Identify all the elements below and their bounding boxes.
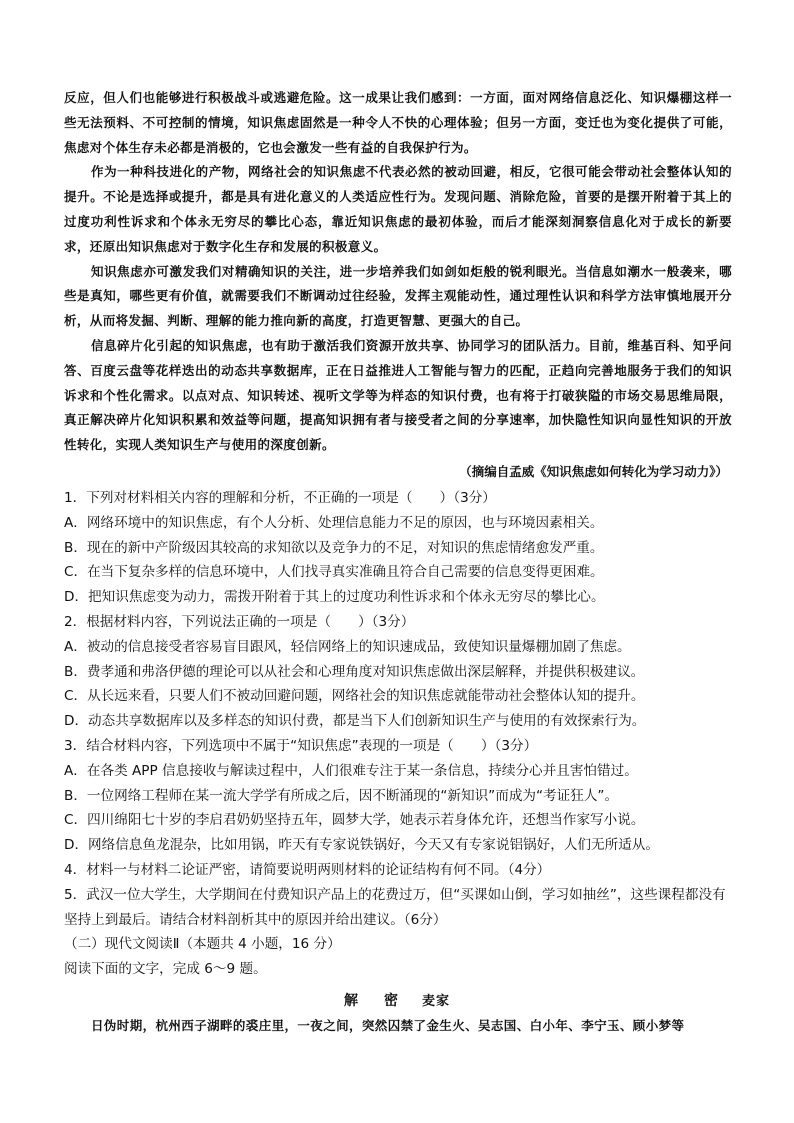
passage-paragraph-4: 信息碎片化引起的知识焦虑，也有助于激活我们资源开放共享、协同学习的团队活力。目前，维基百科、知乎问答、百度云盘等花样迭出的动态共享数据库，正在日益推进人工智能与智力的匹配，正趋向完善地服务于我们的知识诉求和个性化需求。以点对点、知识转述、视听文学等为样态的知识付费，也有将于打破狭隘的市场交易思维局限，真正解决碎片化知识积累和效益等问题，提高知识拥有者与接受者之间的分享速率，加快隐性知识向显性知识的开放性转化，实现人类知识生产与使用的深度创新。 [64,337,732,453]
question-2-option-a: A．被动的信息接受者容易盲目跟风，轻信网络上的知识速成品，致使知识量爆棚加剧了焦虑。 [64,638,631,655]
question-3-option-a: A．在各类 APP 信息接收与解读过程中，人们很难专注于某一条信息，持续分心并且害怕错过。 [64,762,638,779]
section-heading: （二）现代文阅读Ⅱ（本题共 4 小题，16 分） [64,936,341,953]
question-5: 5．武汉一位大学生，大学期间在付费知识产品上的花费过万，但“买课如山倒，学习如抽丝”，这些课程都没有坚持上到最后。请结合材料剖析其中的原因并给出建议。（6分） [64,886,726,928]
question-2-option-b: B．费孝通和弗洛伊德的理论可以从社会和心理角度对知识焦虑做出深层解释，并提供积极建议。 [64,663,645,680]
question-2-option-d: D．动态共享数据库以及多样态的知识付费，都是当下人们创新知识生产与使用的有效探索行为。 [64,713,646,730]
question-2-stem: 2．根据材料内容，下列说法正确的一项是（ ）（3分） [64,613,415,630]
passage-paragraph-1: 反应，但人们也能够进行积极战斗或逃避危险。这一成果让我们感到：一方面，面对网络信息泛化、知识爆棚这样一些无法预料、不可控制的情境，知识焦虑固然是一种令人不快的心理体验；但另一方面，变迁也为变化提供了可能，焦虑对个体生存未必都是消极的，它也会激发一些有益的自我保护行为。 [64,90,732,155]
reading-instruction: 阅读下面的文字，完成 6～9 题。 [64,961,267,978]
question-1-option-d: D．把知识焦虑变为动力，需拨开附着于其上的过度功利性诉求和个体永无穷尽的攀比心。 [64,589,605,606]
story-opening: 日伪时期，杭州西子湖畔的裘庄里，一夜之间，突然囚禁了金生火、吴志国、白小年、李宁玉、顾小梦等 [91,1018,685,1033]
passage-source: （摘编自孟威《知识焦虑如何转化为学习动力》） [459,464,728,479]
question-2-option-c: C．从长远来看，只要人们不被动回避问题，网络社会的知识焦虑就能带动社会整体认知的提升。 [64,688,645,705]
reading-passage [64,86,732,458]
question-1-stem: 1．下列对材料相关内容的理解和分析，不正确的一项是（ ）（3分） [64,490,496,506]
question-list [64,486,734,982]
question-3-option-b: B．一位网络工程师在某一流大学学有所成之后，因不断涌现的“新知识”而成为“考证狂人”。 [64,787,619,804]
question-4: 4．材料一与材料二论证严密，请简要说明两则材料的论证结构有何不同。（4分） [64,861,551,878]
question-1-option-c: C．在当下复杂多样的信息环境中，人们找寻真实准确且符合自己需要的信息变得更困难。 [64,564,604,581]
passage-paragraph-3: 知识焦虑亦可激发我们对精确知识的关注，进一步培养我们如剑如炬般的锐利眼光。当信息如潮水一般袭来，哪些是真知，哪些更有价值，就需要我们不断调动过往经验，发挥主观能动性，通过理性认识和科学方法审慎地展开分析，从而将发掘、判断、理解的能力推向新的高度，打造更智慧、更强大的自己。 [64,263,732,329]
story-heading [0,990,794,1010]
story-author: 麦家 [421,994,450,1009]
question-3-option-c: C．四川绵阳七十岁的李启君奶奶坚持五年，圆梦大学，她表示若身体允许，还想当作家写小说。 [64,812,645,829]
passage-paragraph-2: 作为一种科技进化的产物，网络社会的知识焦虑不代表必然的被动回避，相反，它很可能会带动社会整体认知的提升。不论是选择或提升，都是具有进化意义的人类适应性行为。发现问题、消除危险，首要的是摆开附着于其上的过度功利性诉求和个体永无穷尽的攀比心态，靠近知识焦虑的最初体验，而后才能深刻洞察信息化对于成长的新要求，还原出知识焦虑对于数字化生存和发展的积极意义。 [64,164,732,254]
question-3-stem: 3．结合材料内容，下列选项中不属于“知识焦虑”表现的一项是（ ）（3分） [64,737,538,754]
question-1-option-a: A．网络环境中的知识焦虑，有个人分析、处理信息能力不足的原因，也与环境因素相关。 [64,514,604,531]
question-3-option-d: D．网络信息鱼龙混杂，比如用锅，昨天有专家说铁锅好，今天又有专家说铝锅好，人们无所适从。 [64,837,659,854]
question-1-option-b: B．现在的新中产阶级因其较高的求知欲以及竞争力的不足，对知识的焦虑情绪愈发严重。 [64,539,604,556]
story-title: 解 密 [343,993,404,1009]
